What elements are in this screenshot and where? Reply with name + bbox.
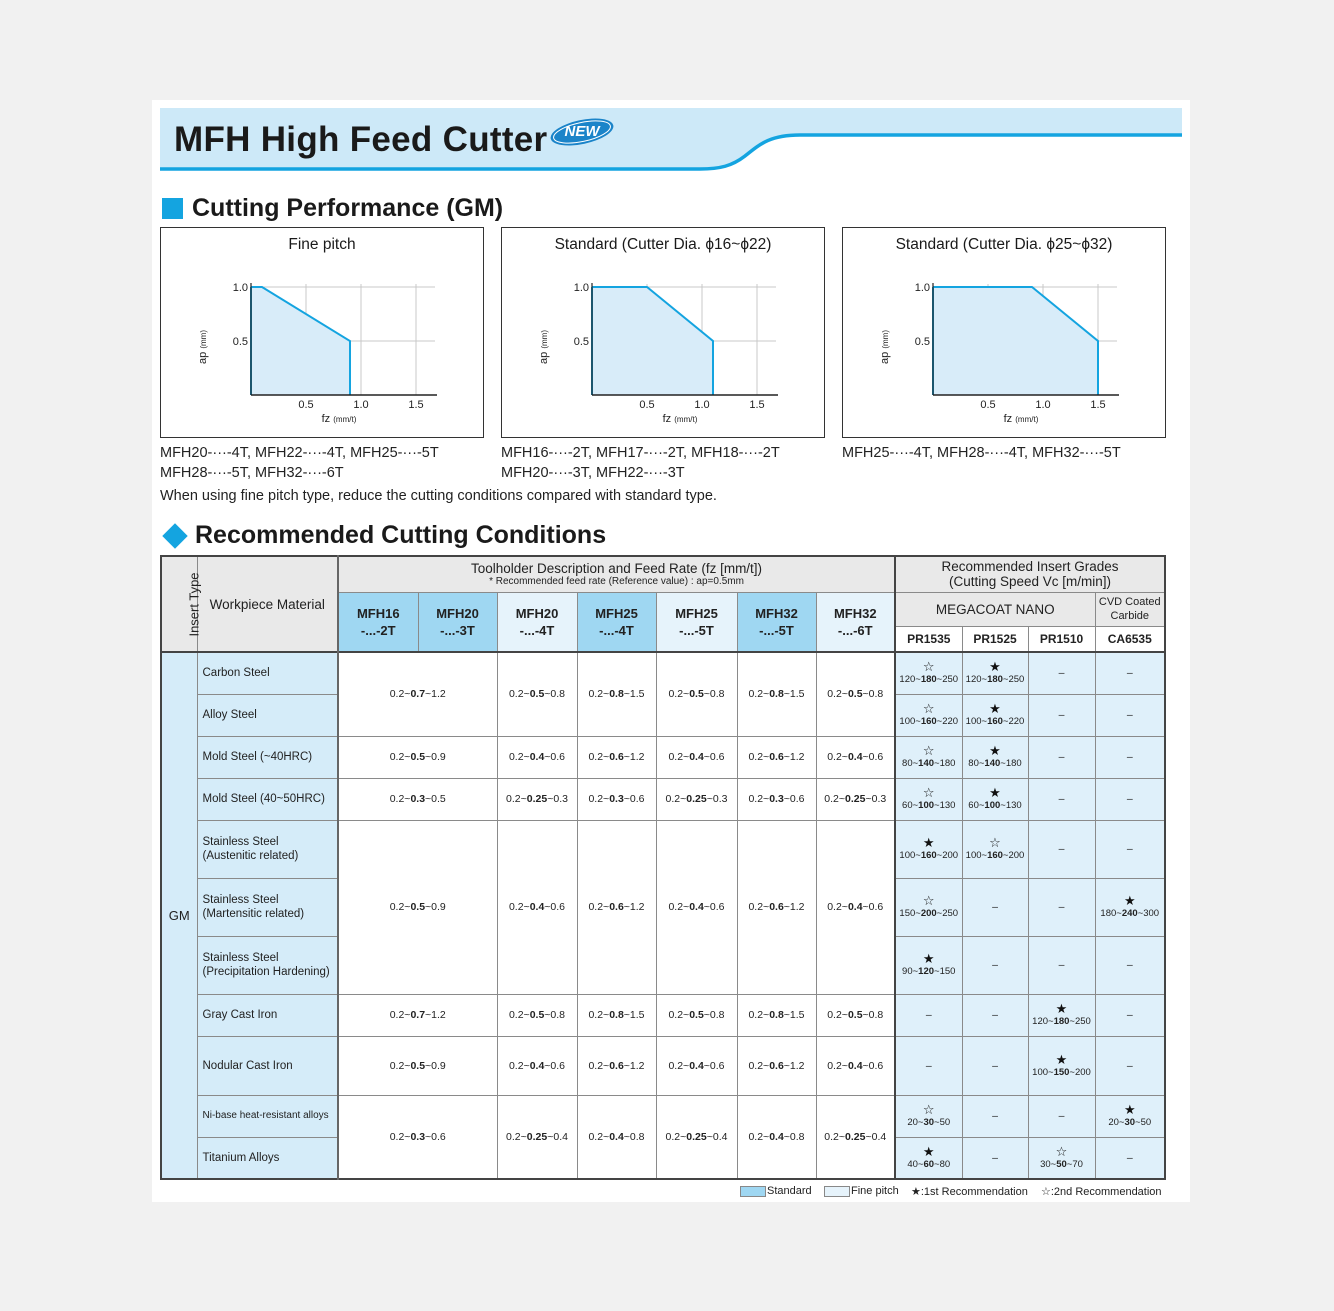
not-applicable-cell: –: [895, 1036, 962, 1095]
chart-plot: [843, 228, 1167, 439]
x-tick-label: 1.5: [749, 399, 765, 411]
workpiece-material: Gray Cast Iron: [197, 994, 338, 1036]
not-applicable-cell: –: [1095, 1036, 1165, 1095]
holder-mfh16-2t: MFH16 -...-2T: [338, 592, 418, 652]
cutting-speed-cell: ★ 120~180~250: [1028, 994, 1095, 1036]
feed-rate-cell: 0.2~0.3~0.6: [577, 778, 656, 820]
section-heading-performance: [162, 194, 503, 223]
toolholder-header: [338, 556, 895, 592]
cutting-speed-cell: ★ 80~140~180: [962, 736, 1028, 778]
filled-star-icon: ★: [989, 659, 1001, 675]
not-applicable-cell: –: [1028, 878, 1095, 936]
not-applicable-cell: –: [962, 1137, 1028, 1179]
not-applicable-cell: –: [962, 878, 1028, 936]
grade-ca6535: CA6535: [1095, 626, 1165, 652]
cutting-speed-cell: ★ 60~100~130: [962, 778, 1028, 820]
workpiece-material: Carbon Steel: [197, 652, 338, 694]
feed-rate-cell: 0.2~0.3~0.5: [338, 778, 497, 820]
filled-star-icon: ★: [922, 1143, 935, 1159]
feed-rate-cell: 0.2~0.25~0.4: [816, 1095, 895, 1179]
cutting-speed-cell: ★ 100~150~200: [1028, 1036, 1095, 1095]
feed-rate-cell: 0.2~0.4~0.6: [656, 736, 737, 778]
cutting-speed-cell: ★ 180~240~300: [1095, 878, 1165, 936]
feed-rate-cell: 0.2~0.25~0.3: [816, 778, 895, 820]
feed-rate-cell: 0.2~0.4~0.6: [816, 820, 895, 994]
legend-fine-pitch: [824, 1185, 899, 1197]
standard-swatch: [740, 1186, 766, 1197]
table-row: [161, 1036, 1165, 1095]
legend-fine-label: Fine pitch: [851, 1185, 899, 1197]
y-tick-label: 1.0: [573, 282, 589, 294]
filled-star-icon: ★: [1123, 893, 1136, 908]
cutting-speed-label: (Cutting Speed Vc [m/min]): [948, 574, 1112, 590]
y-axis-label: ap (mm): [197, 330, 209, 364]
table-row: [161, 1095, 1165, 1137]
y-tick-label: 1.0: [914, 282, 930, 294]
performance-area: [933, 287, 1098, 395]
workpiece-material: Titanium Alloys: [197, 1137, 338, 1179]
workpiece-material: Alloy Steel: [197, 694, 338, 736]
not-applicable-cell: –: [1095, 694, 1165, 736]
feed-rate-cell: 0.2~0.25~0.4: [497, 1095, 577, 1179]
model-line: MFH25-···-4T, MFH28-···-4T, MFH32-···-5T: [842, 445, 1121, 461]
feed-rate-cell: 0.2~0.8~1.5: [577, 994, 656, 1036]
not-applicable-cell: –: [962, 1095, 1028, 1137]
not-applicable-cell: –: [962, 1036, 1028, 1095]
not-applicable-cell: –: [1028, 820, 1095, 878]
not-applicable-cell: –: [1095, 736, 1165, 778]
new-badge-label: NEW: [564, 123, 600, 140]
model-line: MFH20-···-4T, MFH22-···-4T, MFH25-···-5T: [160, 445, 439, 461]
chart-standard-25-32: [842, 227, 1166, 438]
diamond-bullet-icon: [162, 523, 187, 548]
cutting-speed-cell: ☆ 20~30~50: [895, 1095, 962, 1137]
chart-plot: [161, 228, 485, 439]
feed-rate-cell: 0.2~0.5~0.8: [656, 994, 737, 1036]
feed-rate-cell: 0.2~0.5~0.8: [497, 994, 577, 1036]
cutting-speed-cell: ☆ 150~200~250: [895, 878, 962, 936]
models-standard-16-22: [501, 443, 780, 483]
grades-header: [895, 556, 1165, 592]
y-axis-label: ap (mm): [879, 330, 891, 364]
cutting-speed-cell: ☆ 100~160~220: [895, 694, 962, 736]
not-applicable-cell: –: [895, 994, 962, 1036]
feed-rate-cell: 0.2~0.7~1.2: [338, 994, 497, 1036]
outline-star-icon: ☆: [922, 659, 935, 675]
insert-type-header: Insert Type: [161, 556, 197, 652]
not-applicable-cell: –: [962, 936, 1028, 994]
x-axis-label: fz (mm/t): [662, 413, 698, 425]
feed-rate-cell: 0.2~0.6~1.2: [577, 736, 656, 778]
models-standard-25-32: [842, 443, 1121, 463]
y-tick-label: 0.5: [232, 336, 248, 348]
not-applicable-cell: –: [1028, 1095, 1095, 1137]
square-bullet-icon: [162, 198, 183, 219]
outline-star-icon: ☆: [922, 701, 935, 716]
performance-area: [592, 287, 713, 395]
title-band: [160, 108, 1182, 172]
filled-star-icon: ★: [989, 785, 1001, 800]
feed-rate-cell: 0.2~0.3~0.6: [737, 778, 816, 820]
feed-rate-cell: 0.2~0.5~0.8: [497, 652, 577, 736]
feed-rate-cell: 0.2~0.3~0.6: [338, 1095, 497, 1179]
chart-standard-16-22: [501, 227, 825, 438]
feed-rate-cell: 0.2~0.4~0.8: [577, 1095, 656, 1179]
legend-first-recommendation: ★:1st Recommendation: [911, 1186, 1028, 1198]
y-tick-label: 0.5: [573, 336, 589, 348]
legend-second-recommendation: ☆:2nd Recommendation: [1041, 1186, 1162, 1198]
filled-star-icon: ★: [989, 743, 1001, 758]
outline-star-icon: ☆: [922, 893, 935, 908]
x-tick-label: 1.0: [1035, 399, 1051, 411]
holder-mfh20-4t: MFH20 -...-4T: [497, 592, 577, 652]
y-tick-label: 1.0: [232, 282, 248, 294]
feed-rate-cell: 0.2~0.4~0.6: [816, 1036, 895, 1095]
cutting-speed-cell: ★ 100~160~200: [895, 820, 962, 878]
feed-rate-cell: 0.2~0.4~0.6: [656, 1036, 737, 1095]
fine-pitch-swatch: [824, 1186, 850, 1197]
model-line: MFH28-···-5T, MFH32-···-6T: [160, 465, 344, 481]
fine-pitch-note: When using fine pitch type, reduce the cutting conditions compared with standard type.: [160, 488, 717, 504]
not-applicable-cell: –: [1095, 652, 1165, 694]
not-applicable-cell: –: [1028, 778, 1095, 820]
workpiece-material: Nodular Cast Iron: [197, 1036, 338, 1095]
feed-rate-cell: 0.2~0.6~1.2: [737, 1036, 816, 1095]
feed-rate-cell: 0.2~0.5~0.9: [338, 736, 497, 778]
legend-standard: [740, 1185, 812, 1197]
workpiece-material: Mold Steel (40~50HRC): [197, 778, 338, 820]
x-tick-label: 1.0: [353, 399, 369, 411]
outline-star-icon: ☆: [1055, 1143, 1068, 1159]
feed-rate-cell: 0.2~0.5~0.8: [816, 994, 895, 1036]
not-applicable-cell: –: [1028, 694, 1095, 736]
outline-star-icon: ☆: [922, 785, 935, 800]
cutting-speed-cell: ☆ 80~140~180: [895, 736, 962, 778]
not-applicable-cell: –: [1095, 820, 1165, 878]
cutting-speed-cell: ★ 20~30~50: [1095, 1095, 1165, 1137]
cutting-speed-cell: ★ 120~180~250: [962, 652, 1028, 694]
not-applicable-cell: –: [1095, 778, 1165, 820]
cutting-speed-cell: ☆ 100~160~200: [962, 820, 1028, 878]
feed-rate-cell: 0.2~0.4~0.6: [497, 820, 577, 994]
models-fine-pitch: [160, 443, 439, 483]
cutting-speed-cell: ☆ 60~100~130: [895, 778, 962, 820]
feed-rate-cell: 0.2~0.25~0.4: [656, 1095, 737, 1179]
cutting-speed-cell: ★ 100~160~220: [962, 694, 1028, 736]
feed-rate-cell: 0.2~0.4~0.8: [737, 1095, 816, 1179]
not-applicable-cell: –: [1028, 936, 1095, 994]
feed-rate-cell: 0.2~0.5~0.9: [338, 820, 497, 994]
feed-rate-cell: 0.2~0.6~1.2: [577, 1036, 656, 1095]
workpiece-material: Ni-base heat-resistant alloys: [197, 1095, 338, 1137]
chart-title: Fine pitch: [288, 236, 356, 253]
cvd-carbide-header: CVD Coated Carbide: [1095, 592, 1165, 626]
holder-mfh25-5t: MFH25 -...-5T: [656, 592, 737, 652]
cutting-speed-cell: ★ 40~60~80: [895, 1137, 962, 1179]
x-tick-label: 1.0: [694, 399, 710, 411]
feed-rate-cell: 0.2~0.6~1.2: [577, 820, 656, 994]
cutting-speed-cell: ☆ 30~50~70: [1028, 1137, 1095, 1179]
grade-pr1510: PR1510: [1028, 626, 1095, 652]
x-tick-label: 1.5: [1090, 399, 1106, 411]
x-axis-label: fz (mm/t): [321, 413, 357, 425]
chart-plot: [502, 228, 826, 439]
filled-star-icon: ★: [1055, 1001, 1068, 1016]
megacoat-nano-header: MEGACOAT NANO: [895, 592, 1095, 626]
x-axis-label: fz (mm/t): [1003, 413, 1039, 425]
chart-title: Standard (Cutter Dia. ϕ25~ϕ32): [895, 236, 1113, 253]
workpiece-material-header: Workpiece Material: [197, 556, 338, 652]
filled-star-icon: ★: [1123, 1102, 1136, 1117]
feed-rate-cell: 0.2~0.5~0.9: [338, 1036, 497, 1095]
table-row: [161, 736, 1165, 778]
feed-rate-cell: 0.2~0.4~0.6: [497, 1036, 577, 1095]
x-tick-label: 0.5: [639, 399, 655, 411]
catalog-page: [152, 100, 1190, 1202]
section-heading-text: Cutting Performance (GM): [192, 194, 504, 222]
x-tick-label: 0.5: [980, 399, 996, 411]
filled-star-icon: ★: [989, 701, 1001, 716]
model-line: MFH20-···-3T, MFH22-···-3T: [501, 465, 685, 481]
filled-star-icon: ★: [1055, 1051, 1068, 1067]
toolholder-note: * Recommended feed rate (Reference value) : ap=0.5mm: [489, 576, 744, 588]
model-line: MFH16-···-2T, MFH17-···-2T, MFH18-···-2T: [501, 445, 780, 461]
table-row: [161, 994, 1165, 1036]
cutting-speed-cell: ★ 90~120~150: [895, 936, 962, 994]
x-tick-label: 0.5: [298, 399, 314, 411]
insert-type-gm: GM: [161, 652, 197, 1179]
feed-rate-cell: 0.2~0.6~1.2: [737, 736, 816, 778]
workpiece-material: Mold Steel (~40HRC): [197, 736, 338, 778]
holder-mfh32-5t: MFH32 -...-5T: [737, 592, 816, 652]
workpiece-material: Stainless Steel (Precipitation Hardening): [197, 936, 338, 994]
grade-pr1535: PR1535: [895, 626, 962, 652]
outline-star-icon: ☆: [922, 1102, 935, 1117]
cutting-speed-cell: ☆ 120~180~250: [895, 652, 962, 694]
holder-mfh32-6t: MFH32 -...-6T: [816, 592, 895, 652]
filled-star-icon: ★: [922, 951, 935, 966]
not-applicable-cell: –: [1028, 736, 1095, 778]
feed-rate-cell: 0.2~0.4~0.6: [497, 736, 577, 778]
section-heading-conditions: [162, 521, 606, 550]
not-applicable-cell: –: [962, 994, 1028, 1036]
page-title: MFH High Feed Cutter: [174, 120, 548, 159]
y-tick-label: 0.5: [914, 336, 930, 348]
workpiece-material: Stainless Steel (Martensitic related): [197, 878, 338, 936]
not-applicable-cell: –: [1028, 652, 1095, 694]
holder-mfh20-3t: MFH20 -...-3T: [418, 592, 497, 652]
outline-star-icon: ☆: [922, 743, 935, 758]
new-badge: [549, 118, 615, 146]
feed-rate-cell: 0.2~0.25~0.3: [497, 778, 577, 820]
cutting-conditions-table: [160, 555, 1166, 1180]
feed-rate-cell: 0.2~0.5~0.8: [816, 652, 895, 736]
grade-pr1525: PR1525: [962, 626, 1028, 652]
feed-rate-cell: 0.2~0.5~0.8: [656, 652, 737, 736]
feed-rate-cell: 0.2~0.8~1.5: [737, 652, 816, 736]
not-applicable-cell: –: [1095, 994, 1165, 1036]
feed-rate-cell: 0.2~0.8~1.5: [577, 652, 656, 736]
feed-rate-cell: 0.2~0.4~0.6: [816, 736, 895, 778]
holder-mfh25-4t: MFH25 -...-4T: [577, 592, 656, 652]
filled-star-icon: ★: [922, 835, 935, 850]
table-row: [161, 652, 1165, 694]
grades-label: Recommended Insert Grades: [941, 559, 1119, 575]
not-applicable-cell: –: [1095, 1137, 1165, 1179]
toolholder-label: Toolholder Description and Feed Rate (fz [mm/t]): [470, 561, 763, 577]
chart-fine-pitch: [160, 227, 484, 438]
outline-star-icon: ☆: [989, 835, 1001, 850]
workpiece-material: Stainless Steel (Austenitic related): [197, 820, 338, 878]
performance-area: [251, 287, 350, 395]
feed-rate-cell: 0.2~0.4~0.6: [656, 820, 737, 994]
feed-rate-cell: 0.2~0.6~1.2: [737, 820, 816, 994]
legend-standard-label: Standard: [767, 1185, 812, 1197]
chart-title: Standard (Cutter Dia. ϕ16~ϕ22): [554, 236, 772, 253]
not-applicable-cell: –: [1095, 936, 1165, 994]
y-axis-label: ap (mm): [538, 330, 550, 364]
section-heading-text: Recommended Cutting Conditions: [195, 521, 607, 549]
table-row: [161, 778, 1165, 820]
x-tick-label: 1.5: [408, 399, 424, 411]
feed-rate-cell: 0.2~0.7~1.2: [338, 652, 497, 736]
feed-rate-cell: 0.2~0.8~1.5: [737, 994, 816, 1036]
feed-rate-cell: 0.2~0.25~0.3: [656, 778, 737, 820]
table-row: [161, 820, 1165, 878]
